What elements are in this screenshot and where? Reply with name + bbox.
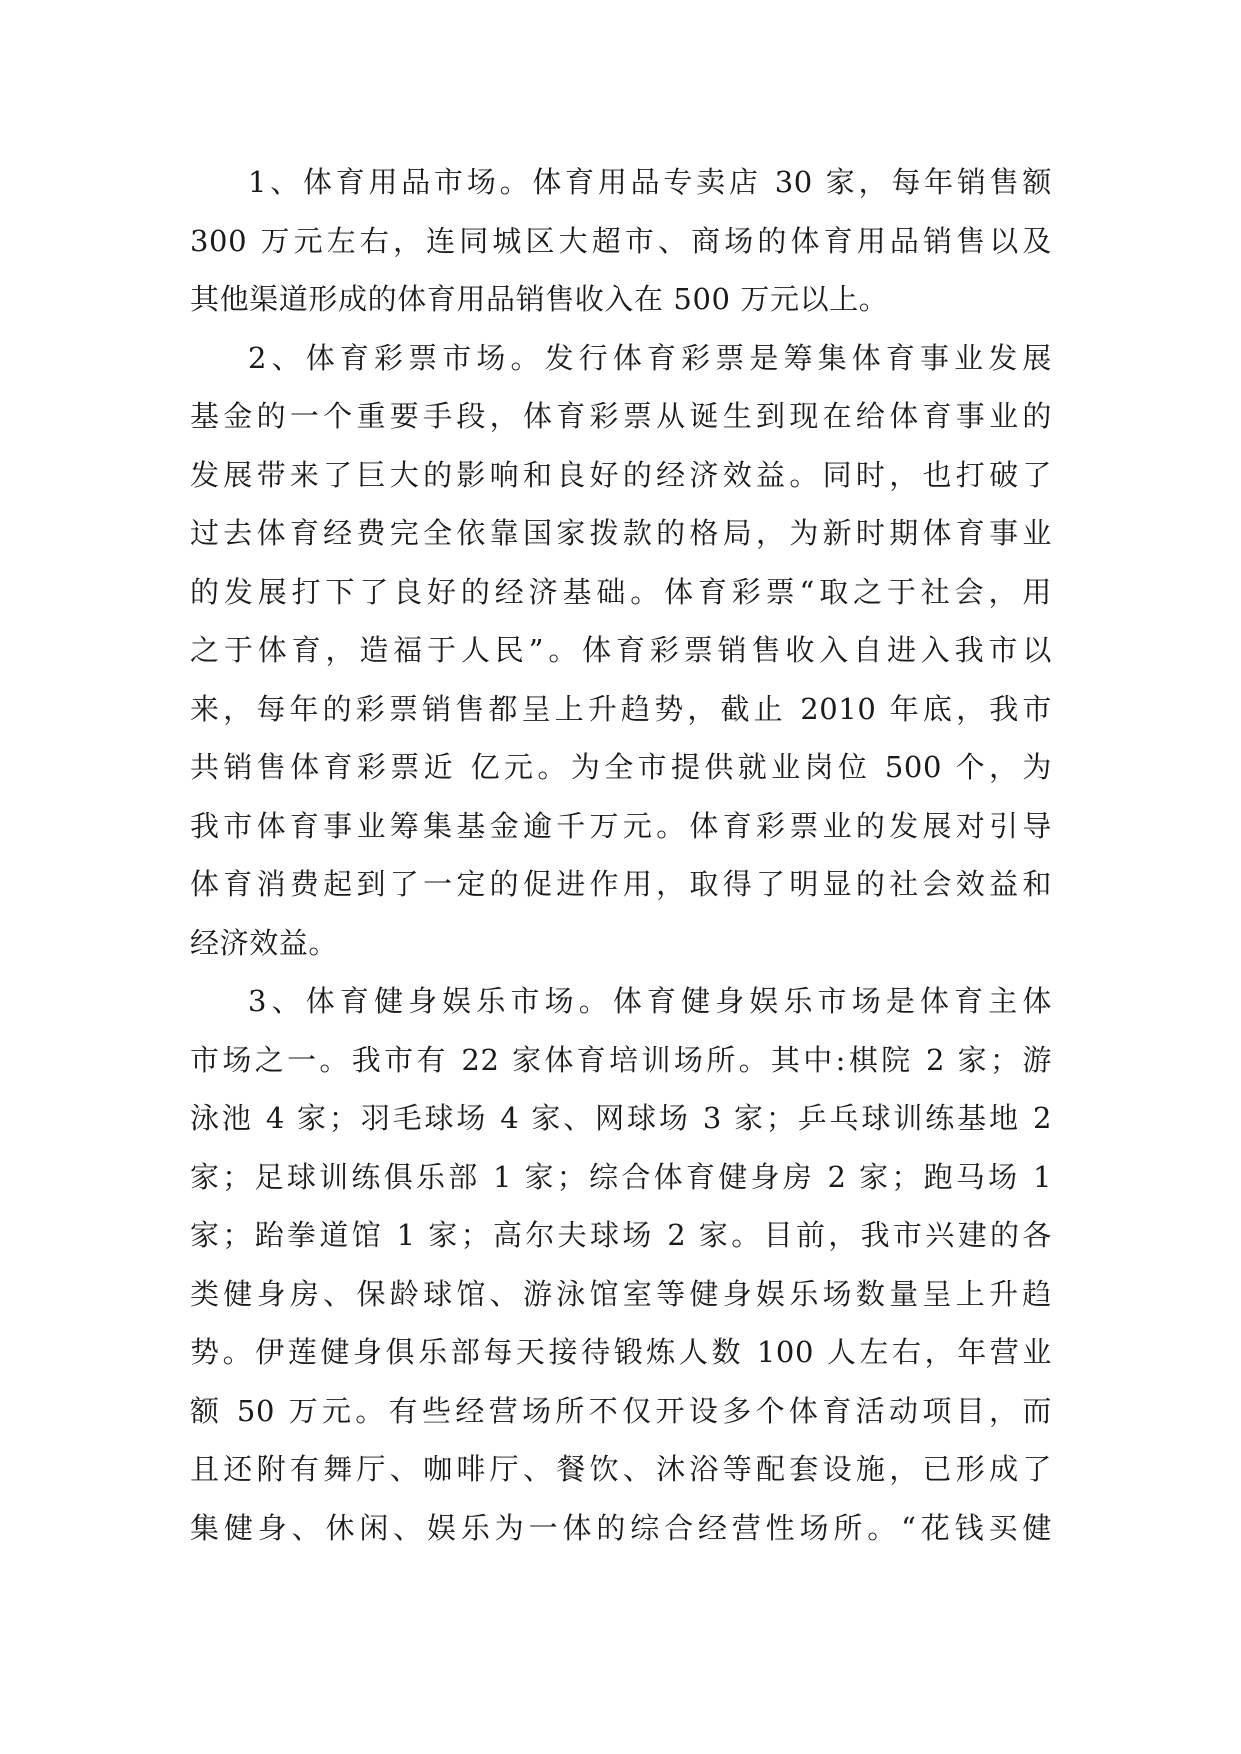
- text-line: 基金的一个重要手段，体育彩票从诞生到现在给体育事业的: [190, 399, 1052, 433]
- text-line: 体育消费起到了一定的促进作用，取得了明显的社会效益和: [190, 867, 1052, 901]
- text-line: 发展带来了巨大的影响和良好的经济效益。同时，也打破了: [190, 457, 1052, 492]
- text-line: 其他渠道形成的体育用品销售收入在 500 万元以上。: [190, 282, 889, 316]
- paragraph-sports-lottery: [190, 329, 1052, 973]
- text-line: 300 万元左右，连同城区大超市、商场的体育用品销售以及: [190, 223, 1052, 258]
- text-line: 来，每年的彩票销售都呈上升趋势，截止 2010 年底，我市: [190, 691, 1052, 726]
- text-line: 1、体育用品市场。体育用品专卖店 30 家，每年销售额: [248, 165, 1052, 199]
- text-line: 集健身、休闲、娱乐为一体的综合经营性场所。“花钱买健: [190, 1510, 1052, 1545]
- paragraph-fitness-entertainment: [190, 972, 1052, 1557]
- text-line: 家；足球训练俱乐部 1 家；综合体育健身房 2 家；跑马场 1: [190, 1159, 1052, 1194]
- text-line: 2、体育彩票市场。发行体育彩票是筹集体育事业发展: [248, 340, 1052, 375]
- text-line: 且还附有舞厅、咖啡厅、餐饮、沐浴等配套设施，已形成了: [190, 1452, 1052, 1486]
- text-line: 共销售体育彩票近 亿元。为全市提供就业岗位 500 个，为: [190, 750, 1052, 784]
- text-line: 家；跆拳道馆 1 家；高尔夫球场 2 家。目前，我市兴建的各: [190, 1218, 1052, 1252]
- text-line: 过去体育经费完全依靠国家拨款的格局，为新时期体育事业: [190, 516, 1052, 550]
- text-line: 的发展打下了良好的经济基础。体育彩票“取之于社会，用: [190, 574, 1052, 609]
- text-line: 泳池 4 家；羽毛球场 4 家、网球场 3 家；乒乓球训练基地 2: [190, 1101, 1052, 1135]
- text-line: 类健身房、保龄球馆、游泳馆室等健身娱乐场数量呈上升趋: [190, 1276, 1052, 1311]
- text-line: 我市体育事业筹集基金逾千万元。体育彩票业的发展对引导: [190, 808, 1052, 843]
- text-line: 势。伊莲健身俱乐部每天接待锻炼人数 100 人左右，年营业: [190, 1335, 1052, 1369]
- text-line: 市场之一。我市有 22 家体育培训场所。其中:棋院 2 家；游: [190, 1042, 1052, 1077]
- paragraph-sporting-goods: [190, 153, 1052, 329]
- text-line: 3、体育健身娱乐市场。体育健身娱乐市场是体育主体: [248, 984, 1052, 1018]
- body-text: [190, 153, 1052, 1557]
- text-line: 经济效益。: [190, 925, 339, 960]
- text-line: 额 50 万元。有些经营场所不仅开设多个体育活动项目，而: [190, 1393, 1052, 1428]
- text-line: 之于体育，造福于人民”。体育彩票销售收入自进入我市以: [190, 633, 1052, 667]
